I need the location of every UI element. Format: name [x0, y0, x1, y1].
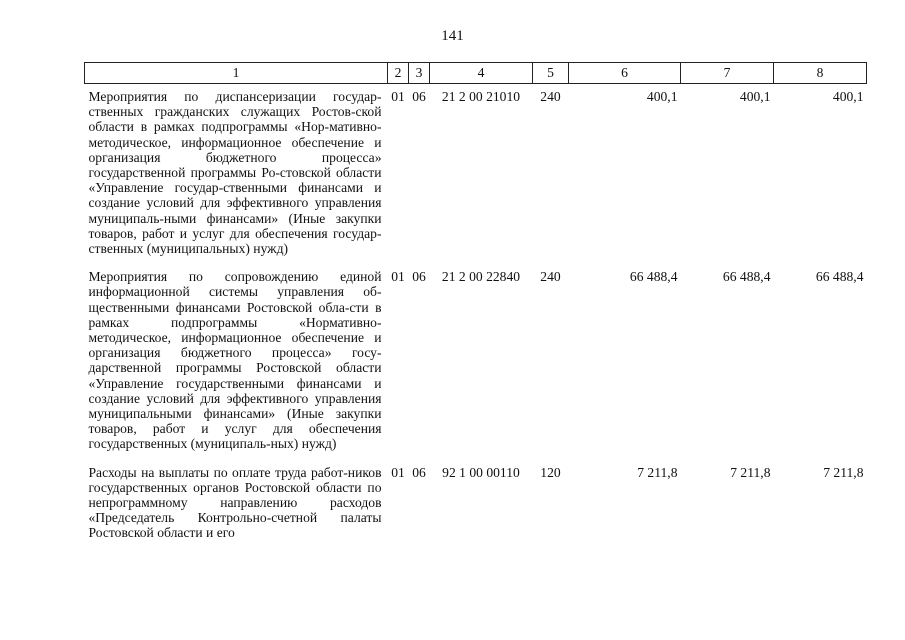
row-section-code: 01 — [391, 464, 405, 480]
row-value-col-6: 7 211,8 — [637, 464, 678, 480]
header-col-6: 6 — [569, 63, 681, 84]
header-col-7: 7 — [681, 63, 774, 84]
row-value-col-8: 7 211,8 — [823, 464, 864, 480]
row-target-article-code: 21 2 00 22840 — [441, 269, 521, 285]
row-value-col-7: 400,1 — [739, 89, 771, 104]
row-value-col-8: 400,1 — [832, 89, 864, 104]
row-value-col-7: 7 211,8 — [730, 464, 771, 480]
header-col-1: 1 — [85, 63, 388, 84]
header-col-2: 2 — [388, 63, 409, 84]
header-col-5: 5 — [533, 63, 569, 84]
row-section-code: 01 — [391, 89, 405, 104]
page-number: 141 — [441, 28, 464, 44]
header-row — [85, 63, 867, 84]
row-subsection-code: 06 — [412, 269, 426, 285]
row-target-article-code: 92 1 00 00110 — [442, 464, 520, 480]
table-row — [85, 460, 867, 549]
row-description: Расходы на выплаты по оплате труда работ-ников государственных органов Ростовской области по непрограммному направлению расходов «Председатель Контрольно-счетной палаты Ростовской области и его — [88, 464, 382, 541]
row-subsection-code: 06 — [412, 464, 426, 480]
header-col-4: 4 — [430, 63, 533, 84]
row-section-code: 01 — [391, 269, 405, 285]
row-value-col-7: 66 488,4 — [722, 269, 771, 285]
row-description: Мероприятия по диспансеризации государ-ственных гражданских служащих Ростов-ской области в рамках подпрограммы «Нор-мативно-методическое, информационное обеспечение и организация бюджетного процесса» государственной программы Ро-стовской области «Управление государ-ственными финансами и создание условий для эффективного управления муниципаль-ными финансами» (Иные закупки товаров, работ и услуг для обеспечения государ-ственных (муниципальных) нужд) — [88, 89, 382, 257]
row-expense-type-code: 240 — [540, 89, 561, 104]
header-col-3: 3 — [409, 63, 430, 84]
row-expense-type-code: 120 — [540, 464, 561, 480]
table-row — [85, 84, 867, 265]
row-value-col-6: 400,1 — [646, 89, 678, 104]
header-col-8: 8 — [774, 63, 867, 84]
row-target-article-code: 21 2 00 21010 — [441, 89, 521, 104]
row-description: Мероприятия по сопровождению единой информационной системы управления об-щественными финансами Ростовской обла-сти в рамках подпрограммы «Нормативно-методическое, информационное обеспечение и организация бюджетного процесса» госу-дарственной программы Ростовской области «Управление государственными финансами и создание условий для эффективного управления муниципальными финансами» (Иные закупки товаров, работ и услуг для обеспечения государственных (муниципаль-ных) нужд) — [88, 269, 382, 452]
budget-table — [84, 62, 867, 549]
row-value-col-6: 66 488,4 — [629, 269, 678, 285]
row-subsection-code: 06 — [412, 89, 426, 104]
row-value-col-8: 66 488,4 — [815, 269, 864, 285]
table-row — [85, 264, 867, 459]
row-expense-type-code: 240 — [540, 269, 561, 285]
